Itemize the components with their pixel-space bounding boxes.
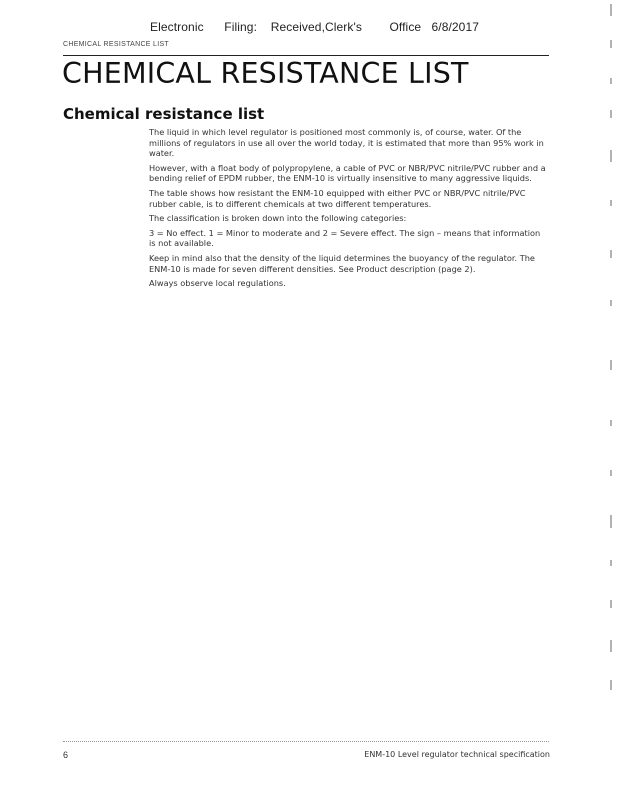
body-paragraph: The classification is broken down into the following categories: bbox=[149, 213, 407, 224]
section-title: Chemical resistance list bbox=[63, 105, 265, 123]
body-paragraph: The liquid in which level regulator is positioned most commonly is, of course, water. Of the millions of regulators in use all over the world today, it is estimated that more than 95% work in water. bbox=[149, 127, 544, 159]
footer-rule bbox=[63, 741, 549, 742]
body-paragraph: Always observe local regulations. bbox=[149, 278, 286, 289]
body-paragraph: The table shows how resistant the ENM-10 equipped with either PVC or NBR/PVC nitrile/PVC rubber cable, is to different chemicals at two different temperatures. bbox=[149, 187, 526, 209]
body-text bbox=[149, 127, 549, 293]
body-paragraph: However, with a float body of polypropylene, a cable of PVC or NBR/PVC nitrile/PVC rubber and a bending relief of EPDM rubber, the ENM-10 is virtually insensitive to many aggressive liquids. bbox=[149, 162, 546, 184]
body-paragraph: Keep in mind also that the density of the liquid determines the buoyancy of the regulator. The ENM-10 is made for seven different densities. See Product description (page 2). bbox=[149, 252, 535, 274]
body-paragraph: 3 = No effect. 1 = Minor to moderate and 2 = Severe effect. The sign – means that information is not available. bbox=[149, 227, 541, 249]
header-rule bbox=[63, 55, 549, 56]
footer-title: ENM-10 Level regulator technical specification bbox=[364, 750, 550, 759]
running-header: CHEMICAL RESISTANCE LIST bbox=[63, 41, 169, 48]
page-number: 6 bbox=[63, 750, 69, 760]
scan-margin-marks bbox=[608, 0, 614, 800]
electronic-filing-stamp: Electronic Filing: Received,Clerk's Office 6/8/2017 bbox=[150, 20, 480, 34]
page-title: CHEMICAL RESISTANCE LIST bbox=[62, 57, 469, 90]
